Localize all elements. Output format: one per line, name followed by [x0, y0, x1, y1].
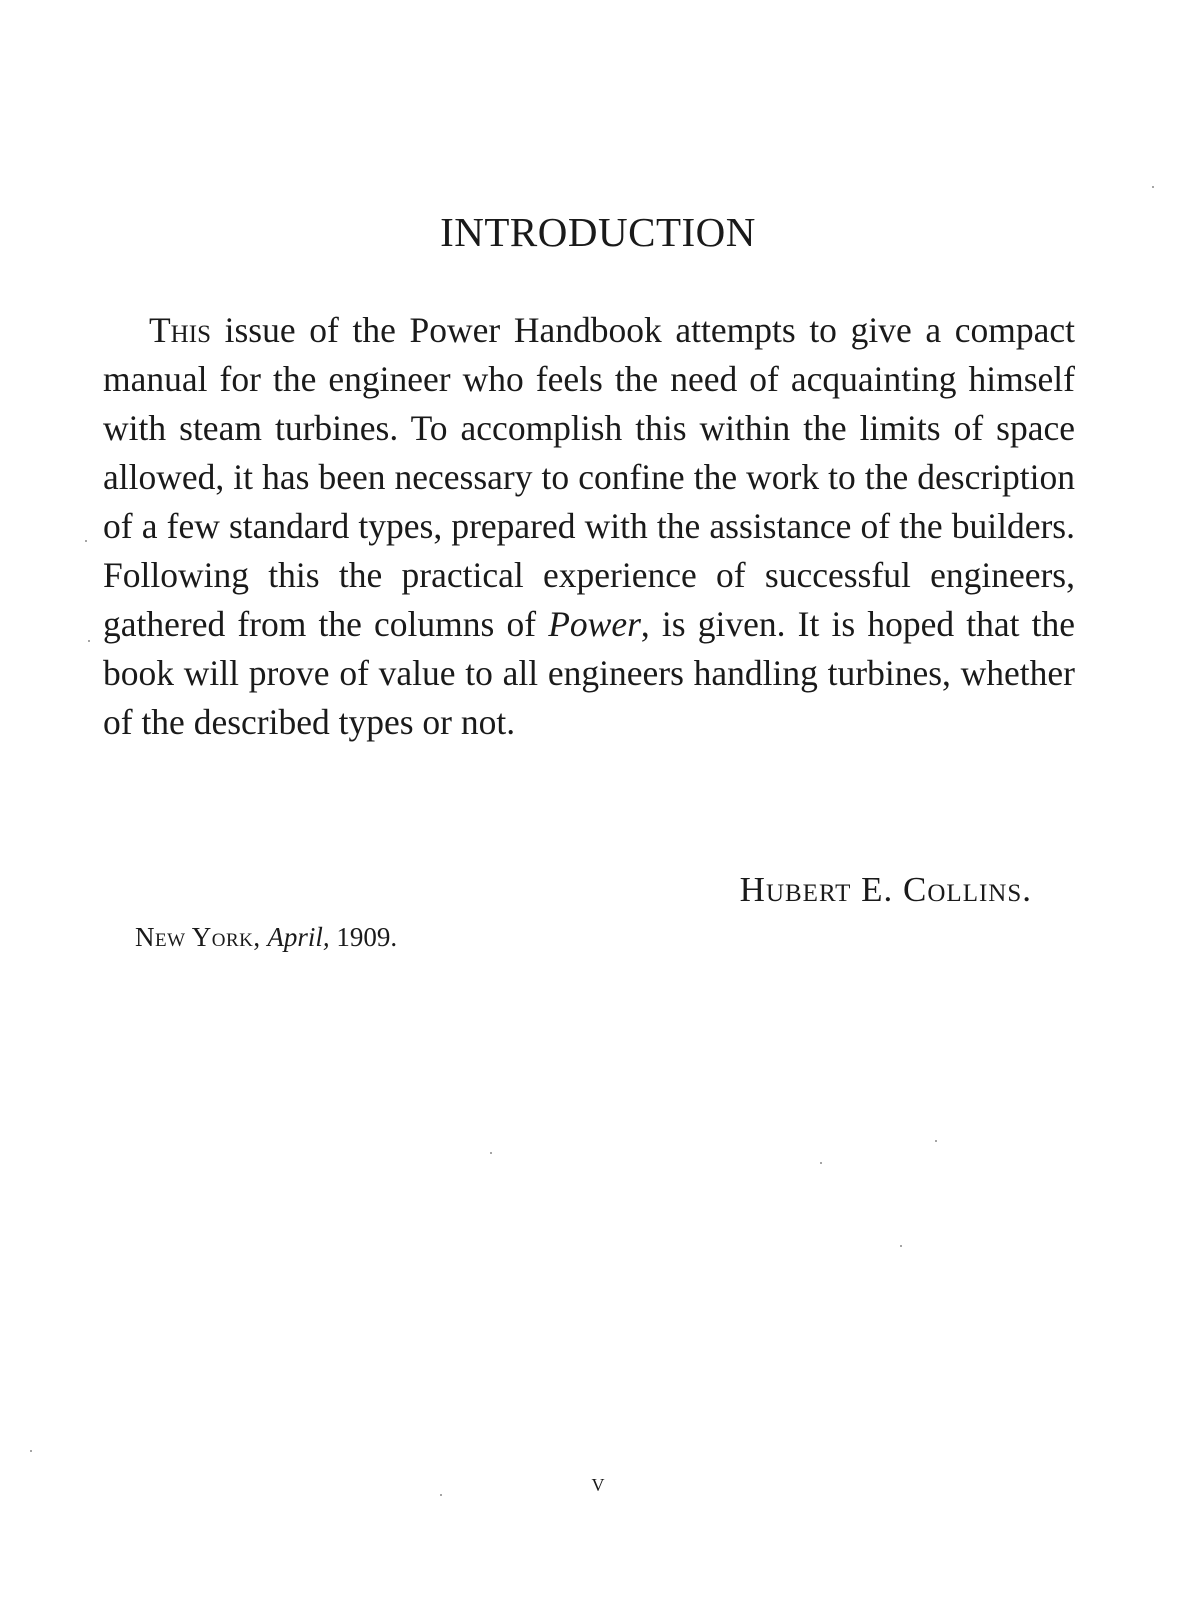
scan-speck: [490, 1152, 492, 1154]
lead-word: This: [149, 310, 211, 350]
paragraph-text-part-2: , is given. It is hoped that the book will prove of value to all engineers handling turbines, whether of the described types or not.: [103, 604, 1075, 742]
scan-speck: [30, 1450, 32, 1452]
page-number: v: [591, 1468, 605, 1497]
scan-speck: [440, 1494, 442, 1496]
author-signature: Hubert E. Collins.: [739, 870, 1032, 909]
scan-speck: [820, 1162, 822, 1164]
scan-speck: [1152, 186, 1154, 188]
page-title: INTRODUCTION: [440, 209, 756, 255]
dateline-year: 1909.: [336, 922, 398, 952]
dateline: [135, 922, 397, 953]
dateline-month: April,: [267, 922, 330, 952]
introduction-paragraph: [103, 306, 1075, 747]
dateline-place: New York,: [135, 922, 261, 952]
paragraph-text-part-1: issue of the Power Handbook attempts to give a compact manual for the engineer who feels the need of acquainting himself with steam turbines. To accomplish this within the limits of space allowed, it has been necessary to confine the work to the description of a few standard types, prepared with the assistance of the builders. Following this the practical experience of successful engineers, gathered from the columns of: [103, 310, 1075, 644]
scan-speck: [85, 540, 87, 542]
scan-speck: [88, 640, 90, 642]
scan-speck: [935, 1140, 937, 1142]
scan-speck: [900, 1245, 902, 1247]
magazine-title: Power: [548, 604, 641, 644]
